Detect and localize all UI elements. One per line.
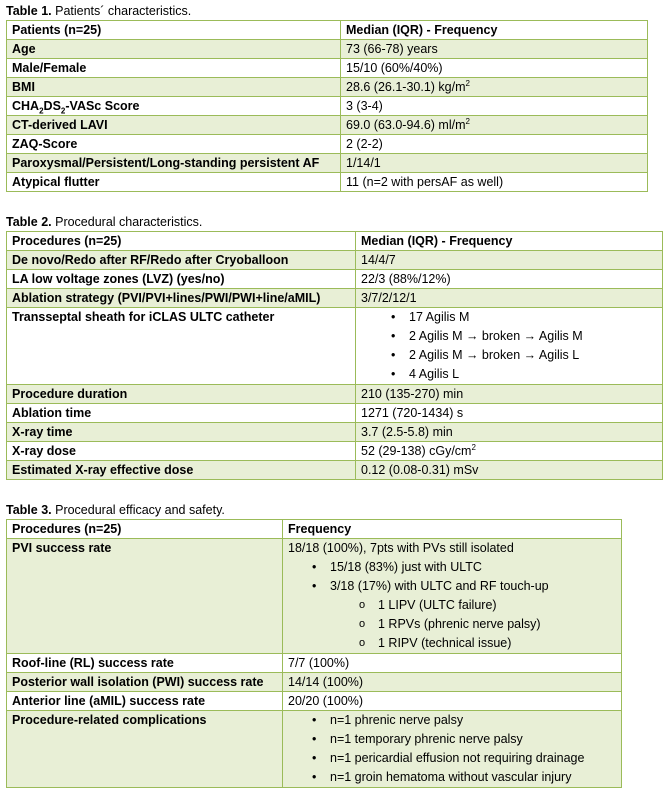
row-value: 3 (3-4) — [341, 97, 648, 116]
list-item: • 17 Agilis M — [361, 308, 657, 327]
row-value: 14/14 (100%) — [283, 673, 622, 692]
row-value: 3/7/2/12/1 — [356, 289, 663, 308]
table-row — [7, 539, 622, 654]
table3 — [6, 519, 622, 788]
table1-caption — [6, 4, 191, 19]
row-label: ZAQ-Score — [7, 135, 341, 154]
header-cell: Median (IQR) - Frequency — [341, 21, 648, 40]
table-row — [7, 308, 663, 385]
row-value: 28.6 (26.1-30.1) $kg/m^2$ — [341, 78, 648, 97]
header-cell: Procedures (n=25) — [7, 232, 356, 251]
complications-list — [288, 711, 616, 787]
row-label: Transseptal sheath for iCLAS ULTC catheter — [7, 308, 356, 385]
list-item: • n=1 groin hematoma without vascular injury — [288, 768, 616, 787]
list-item: • n=1 temporary phrenic nerve palsy — [288, 730, 616, 749]
table2-caption-text: Procedural characteristics. — [55, 215, 203, 229]
list-item: • 3/18 (17%) with ULTC and RF touch-up — [288, 577, 616, 596]
list-item: o 1 RIPV (technical issue) — [288, 634, 616, 653]
table3-caption — [6, 503, 225, 518]
row-value: 73 (66-78) years — [341, 40, 648, 59]
table-row — [7, 40, 648, 59]
table-row — [7, 673, 622, 692]
table-row — [7, 116, 648, 135]
table-header-row — [7, 520, 622, 539]
table3-caption-text: Procedural efficacy and safety. — [55, 503, 225, 517]
row-value: 20/20 (100%) — [283, 692, 622, 711]
row-label: Anterior line (aMIL) success rate — [7, 692, 283, 711]
list-item: • 2 Agilis M → broken → Agilis M — [361, 327, 657, 346]
table-row — [7, 251, 663, 270]
row-value: 210 (135-270) min — [356, 385, 663, 404]
table-header-row — [7, 232, 663, 251]
row-value — [283, 711, 622, 788]
table-row — [7, 711, 622, 788]
row-value: 7/7 (100%) — [283, 654, 622, 673]
list-item: • n=1 phrenic nerve palsy — [288, 711, 616, 730]
row-label: Atypical flutter — [7, 173, 341, 192]
table-row — [7, 59, 648, 78]
header-cell: Patients (n=25) — [7, 21, 341, 40]
table-row — [7, 289, 663, 308]
row-label: Procedure-related complications — [7, 711, 283, 788]
table-row — [7, 78, 648, 97]
table2 — [6, 231, 663, 480]
header-cell: Procedures (n=25) — [7, 520, 283, 539]
sheath-list — [361, 308, 657, 384]
row-value: 52 (29-138) cGy/$cm^2$ — [356, 442, 663, 461]
table-row — [7, 654, 622, 673]
row-label: De novo/Redo after RF/Redo after Cryoballoon — [7, 251, 356, 270]
list-item: • 2 Agilis M → broken → Agilis L — [361, 346, 657, 365]
row-value: 1/14/1 — [341, 154, 648, 173]
row-label: BMI — [7, 78, 341, 97]
row-label: Ablation time — [7, 404, 356, 423]
row-label: Estimated X-ray effective dose — [7, 461, 356, 480]
row-label: Roof-line (RL) success rate — [7, 654, 283, 673]
table3-caption-number: Table 3. — [6, 503, 52, 517]
list-item: o 1 LIPV (ULTC failure) — [288, 596, 616, 615]
table1-caption-number: Table 1. — [6, 4, 52, 18]
table-row — [7, 692, 622, 711]
table1 — [6, 20, 648, 192]
table2-caption — [6, 215, 202, 230]
row-label: $CHA_2DS_2$-VASc Score — [7, 97, 341, 116]
row-value: 69.0 (63.0-94.6) $ml/m^2$ — [341, 116, 648, 135]
row-label: Paroxysmal/Persistent/Long-standing persistent AF — [7, 154, 341, 173]
row-value: 22/3 (88%/12%) — [356, 270, 663, 289]
list-item: • 15/18 (83%) just with ULTC — [288, 558, 616, 577]
row-label: Age — [7, 40, 341, 59]
table-row — [7, 173, 648, 192]
row-label: X-ray dose — [7, 442, 356, 461]
row-label: Male/Female — [7, 59, 341, 78]
table-row — [7, 154, 648, 173]
row-value: 14/4/7 — [356, 251, 663, 270]
list-item: o 1 RPVs (phrenic nerve palsy) — [288, 615, 616, 634]
row-label: CT-derived LAVI — [7, 116, 341, 135]
pvi-list — [288, 558, 616, 653]
row-value: 3.7 (2.5-5.8) min — [356, 423, 663, 442]
row-label: Ablation strategy (PVI/PVI+lines/PWI/PWI+line/aMIL) — [7, 289, 356, 308]
row-label: Posterior wall isolation (PWI) success rate — [7, 673, 283, 692]
table2-caption-number: Table 2. — [6, 215, 52, 229]
table-row — [7, 135, 648, 154]
list-item: • n=1 pericardial effusion not requiring drainage — [288, 749, 616, 768]
row-label: PVI success rate — [7, 539, 283, 654]
header-cell: Median (IQR) - Frequency — [356, 232, 663, 251]
table-header-row — [7, 21, 648, 40]
table-row — [7, 461, 663, 480]
row-value: 11 (n=2 with persAF as well) — [341, 173, 648, 192]
row-label: X-ray time — [7, 423, 356, 442]
row-value — [356, 308, 663, 385]
list-item: • 4 Agilis L — [361, 365, 657, 384]
row-value: 2 (2-2) — [341, 135, 648, 154]
row-label: Procedure duration — [7, 385, 356, 404]
table-row — [7, 404, 663, 423]
row-label: LA low voltage zones (LVZ) (yes/no) — [7, 270, 356, 289]
table-row — [7, 442, 663, 461]
table1-caption-text: Patients´ characteristics. — [55, 4, 192, 18]
table-row — [7, 270, 663, 289]
pvi-summary: 18/18 (100%), 7pts with PVs still isolated — [288, 541, 514, 555]
row-value: 0.12 (0.08-0.31) mSv — [356, 461, 663, 480]
table-row — [7, 97, 648, 116]
table-row — [7, 385, 663, 404]
row-value: 15/10 (60%/40%) — [341, 59, 648, 78]
row-value — [283, 539, 622, 654]
header-cell: Frequency — [283, 520, 622, 539]
row-value: 1271 (720-1434) s — [356, 404, 663, 423]
table-row — [7, 423, 663, 442]
